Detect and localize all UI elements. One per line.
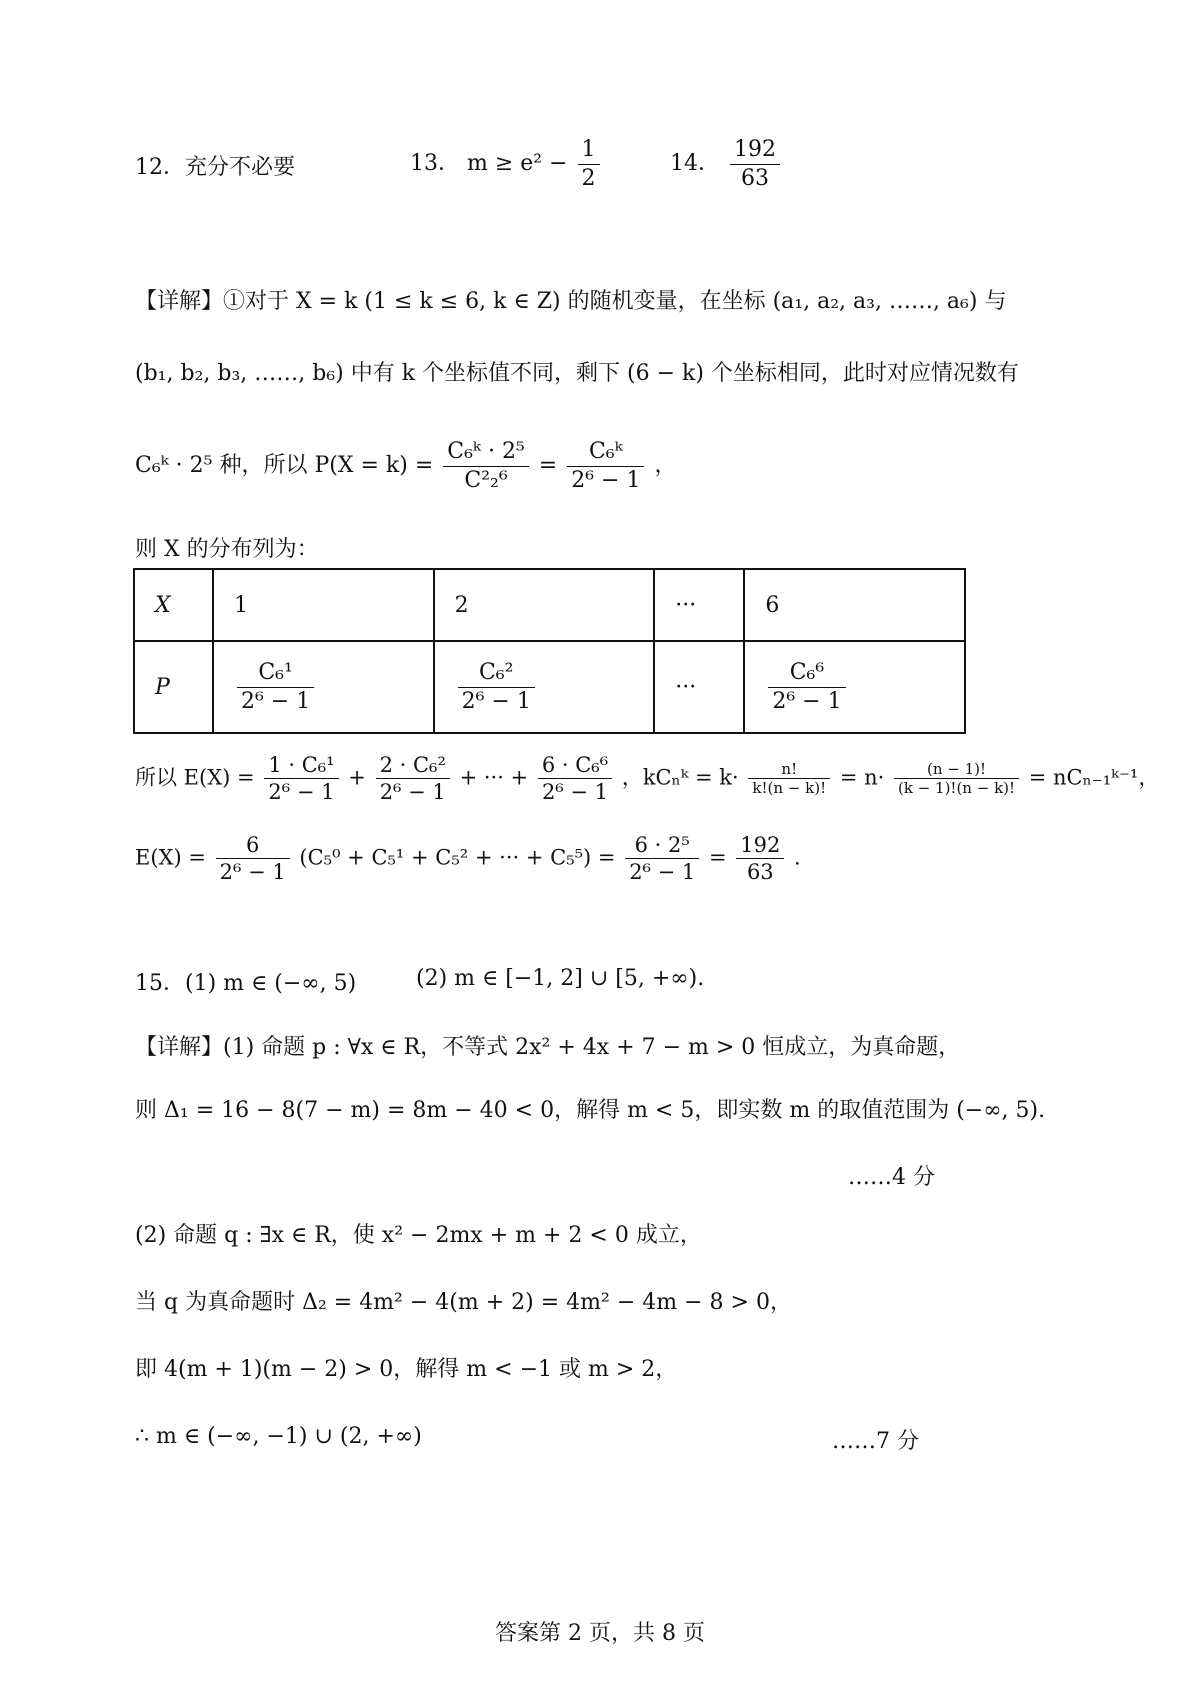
cell-fraction: [458, 659, 535, 715]
expectation-coefficient: [216, 832, 290, 886]
expectation-result: [736, 832, 784, 886]
detail1-line2: (b₁, b₂, b₃, ……, b₆) 中有 k 个坐标值不同，剩下 (6 − k) 个坐标相同，此时对应情况数有: [135, 361, 1019, 386]
q15-answer-1: 15．(1) m ∈ (−∞, 5): [135, 971, 357, 996]
fraction-denominator: 2⁶ − 1: [458, 687, 535, 716]
expectation-term-2: [376, 752, 450, 806]
identity-fraction-1: [748, 760, 830, 799]
expectation-line1: [135, 752, 1159, 806]
cell-text: 1: [233, 592, 248, 618]
table-cell: [434, 569, 655, 641]
fraction-numerator: 6: [245, 833, 260, 857]
table-cell: [654, 569, 744, 641]
score-7: ……7 分: [832, 1429, 919, 1454]
prob-fraction-1: [443, 438, 528, 494]
fraction-numerator: 1: [581, 137, 596, 162]
detail1-line3: [135, 438, 676, 494]
answer-13-number: 13．: [410, 151, 460, 176]
fraction-numerator: 192: [734, 137, 776, 162]
table-row: [134, 569, 965, 641]
fraction-numerator: C₆⁶: [789, 660, 825, 685]
identity-prefix: ，kCₙᵏ = k·: [621, 765, 739, 790]
fraction-denominator: 2⁶ − 1: [237, 687, 314, 716]
prob-fraction-2: [567, 438, 644, 494]
answer-12: [135, 150, 295, 181]
expectation-term-3: [538, 752, 612, 806]
score-4: ……4 分: [848, 1165, 935, 1190]
fraction-numerator: 192: [740, 833, 781, 857]
prob-formula-suffix: ，: [654, 453, 677, 478]
table-cell: [744, 569, 965, 641]
fraction-numerator: 6 · 2⁵: [634, 833, 690, 857]
table-cell: [134, 641, 213, 733]
page-footer: 答案第 2 页，共 8 页: [495, 1621, 705, 1646]
fraction-numerator: (n − 1)!: [926, 759, 987, 778]
fraction-numerator: C₆¹: [258, 660, 293, 685]
cell-text: ···: [675, 674, 697, 700]
identity-suffix: = nCₙ₋₁ᵏ⁻¹，: [1028, 765, 1160, 790]
identity-fraction-2: [894, 760, 1019, 799]
fraction-denominator: 2⁶ − 1: [768, 687, 845, 716]
fraction-denominator: k!(n − k)!: [748, 778, 830, 798]
detail1-line1: 【详解】①对于 X = k (1 ≤ k ≤ 6, k ∈ Z) 的随机变量，在坐标 (a₁, a₂, a₃, ……, a₆) 与: [135, 289, 1007, 314]
cell-text: 6: [765, 592, 780, 618]
cell-text: 2: [454, 592, 469, 618]
fraction-denominator: 2⁶ − 1: [567, 466, 644, 495]
q15-detail-5: 即 4(m + 1)(m − 2) > 0，解得 m < −1 或 m > 2，: [135, 1357, 678, 1382]
fraction-denominator: C²₂⁶: [443, 466, 528, 495]
answer-12-text: 充分不必要: [185, 155, 296, 180]
answer-13: [410, 136, 603, 192]
q15-answer-2: (2) m ∈ [−1, 2] ∪ [5, +∞).: [416, 966, 705, 991]
expectation-prefix: 所以 E(X) =: [135, 765, 255, 790]
fraction-denominator: 2⁶ − 1: [264, 778, 338, 805]
q15-detail-2: 则 Δ₁ = 16 − 8(7 − m) = 8m − 40 < 0，解得 m < 5，即实数 m 的取值范围为 (−∞, 5).: [135, 1098, 1046, 1123]
q15-detail-4: 当 q 为真命题时 Δ₂ = 4m² − 4(m + 2) = 4m² − 4m − 8 > 0，: [135, 1290, 792, 1315]
answer-13-fraction: [578, 136, 600, 192]
prob-formula-prefix: C₆ᵏ · 2⁵ 种，所以 P(X = k) =: [135, 453, 434, 478]
q15-detail-6: ∴ m ∈ (−∞, −1) ∪ (2, +∞): [135, 1424, 422, 1449]
answer-12-number: 12．: [135, 155, 185, 180]
table-cell: [134, 569, 213, 641]
period: .: [794, 845, 801, 870]
fraction-numerator: 1 · C₆¹: [268, 753, 335, 777]
fraction-numerator: C₆²: [478, 660, 514, 685]
fraction-denominator: 2⁶ − 1: [625, 858, 699, 885]
answer-13-lhs: m ≥ e² −: [467, 151, 568, 176]
equals-sign: =: [538, 453, 558, 478]
identity-middle: = n·: [839, 765, 885, 790]
expectation-simplified: [625, 832, 699, 886]
expectation-line2: [135, 832, 801, 886]
fraction-denominator: 2⁶ − 1: [376, 778, 450, 805]
cell-text: P: [155, 674, 170, 700]
answer-14: [670, 136, 783, 192]
fraction-denominator: 2⁶ − 1: [538, 778, 612, 805]
expectation-term-1: [264, 752, 338, 806]
table-cell: [213, 641, 434, 733]
table-cell: [654, 641, 744, 733]
distribution-table: [133, 568, 966, 734]
fraction-denominator: 63: [736, 858, 784, 885]
cell-fraction: [237, 659, 314, 715]
fraction-denominator: 63: [730, 164, 780, 193]
distribution-intro: 则 X 的分布列为：: [135, 537, 319, 562]
binomial-sum: (C₅⁰ + C₅¹ + C₅² + ··· + C₅⁵) =: [299, 845, 616, 870]
fraction-numerator: C₆ᵏ · 2⁵: [447, 439, 525, 464]
plus-sign: +: [348, 765, 366, 790]
table-cell: [434, 641, 655, 733]
fraction-numerator: n!: [781, 759, 798, 778]
cell-text: X: [155, 592, 171, 618]
fraction-numerator: 6 · C₆⁶: [541, 753, 609, 777]
fraction-denominator: 2⁶ − 1: [216, 858, 290, 885]
table-cell: [744, 641, 965, 733]
answer-14-number: 14．: [670, 151, 720, 176]
expectation-prefix: E(X) =: [135, 845, 206, 870]
fraction-numerator: C₆ᵏ: [588, 439, 623, 464]
equals-sign: =: [708, 845, 727, 870]
ellipsis-sum: + ··· +: [459, 765, 529, 790]
q15-detail-3: (2) 命题 q : ∃x ∈ R，使 x² − 2mx + m + 2 < 0 成立，: [135, 1223, 702, 1248]
fraction-denominator: (k − 1)!(n − k)!: [894, 778, 1019, 798]
cell-fraction: [768, 659, 845, 715]
answer-14-fraction: [730, 136, 780, 192]
q15-detail-1: 【详解】(1) 命题 p : ∀x ∈ R，不等式 2x² + 4x + 7 − m > 0 恒成立，为真命题，: [135, 1035, 961, 1060]
cell-text: ···: [675, 592, 697, 618]
fraction-denominator: 2: [578, 164, 600, 193]
table-cell: [213, 569, 434, 641]
table-row: [134, 641, 965, 733]
fraction-numerator: 2 · C₆²: [379, 753, 446, 777]
